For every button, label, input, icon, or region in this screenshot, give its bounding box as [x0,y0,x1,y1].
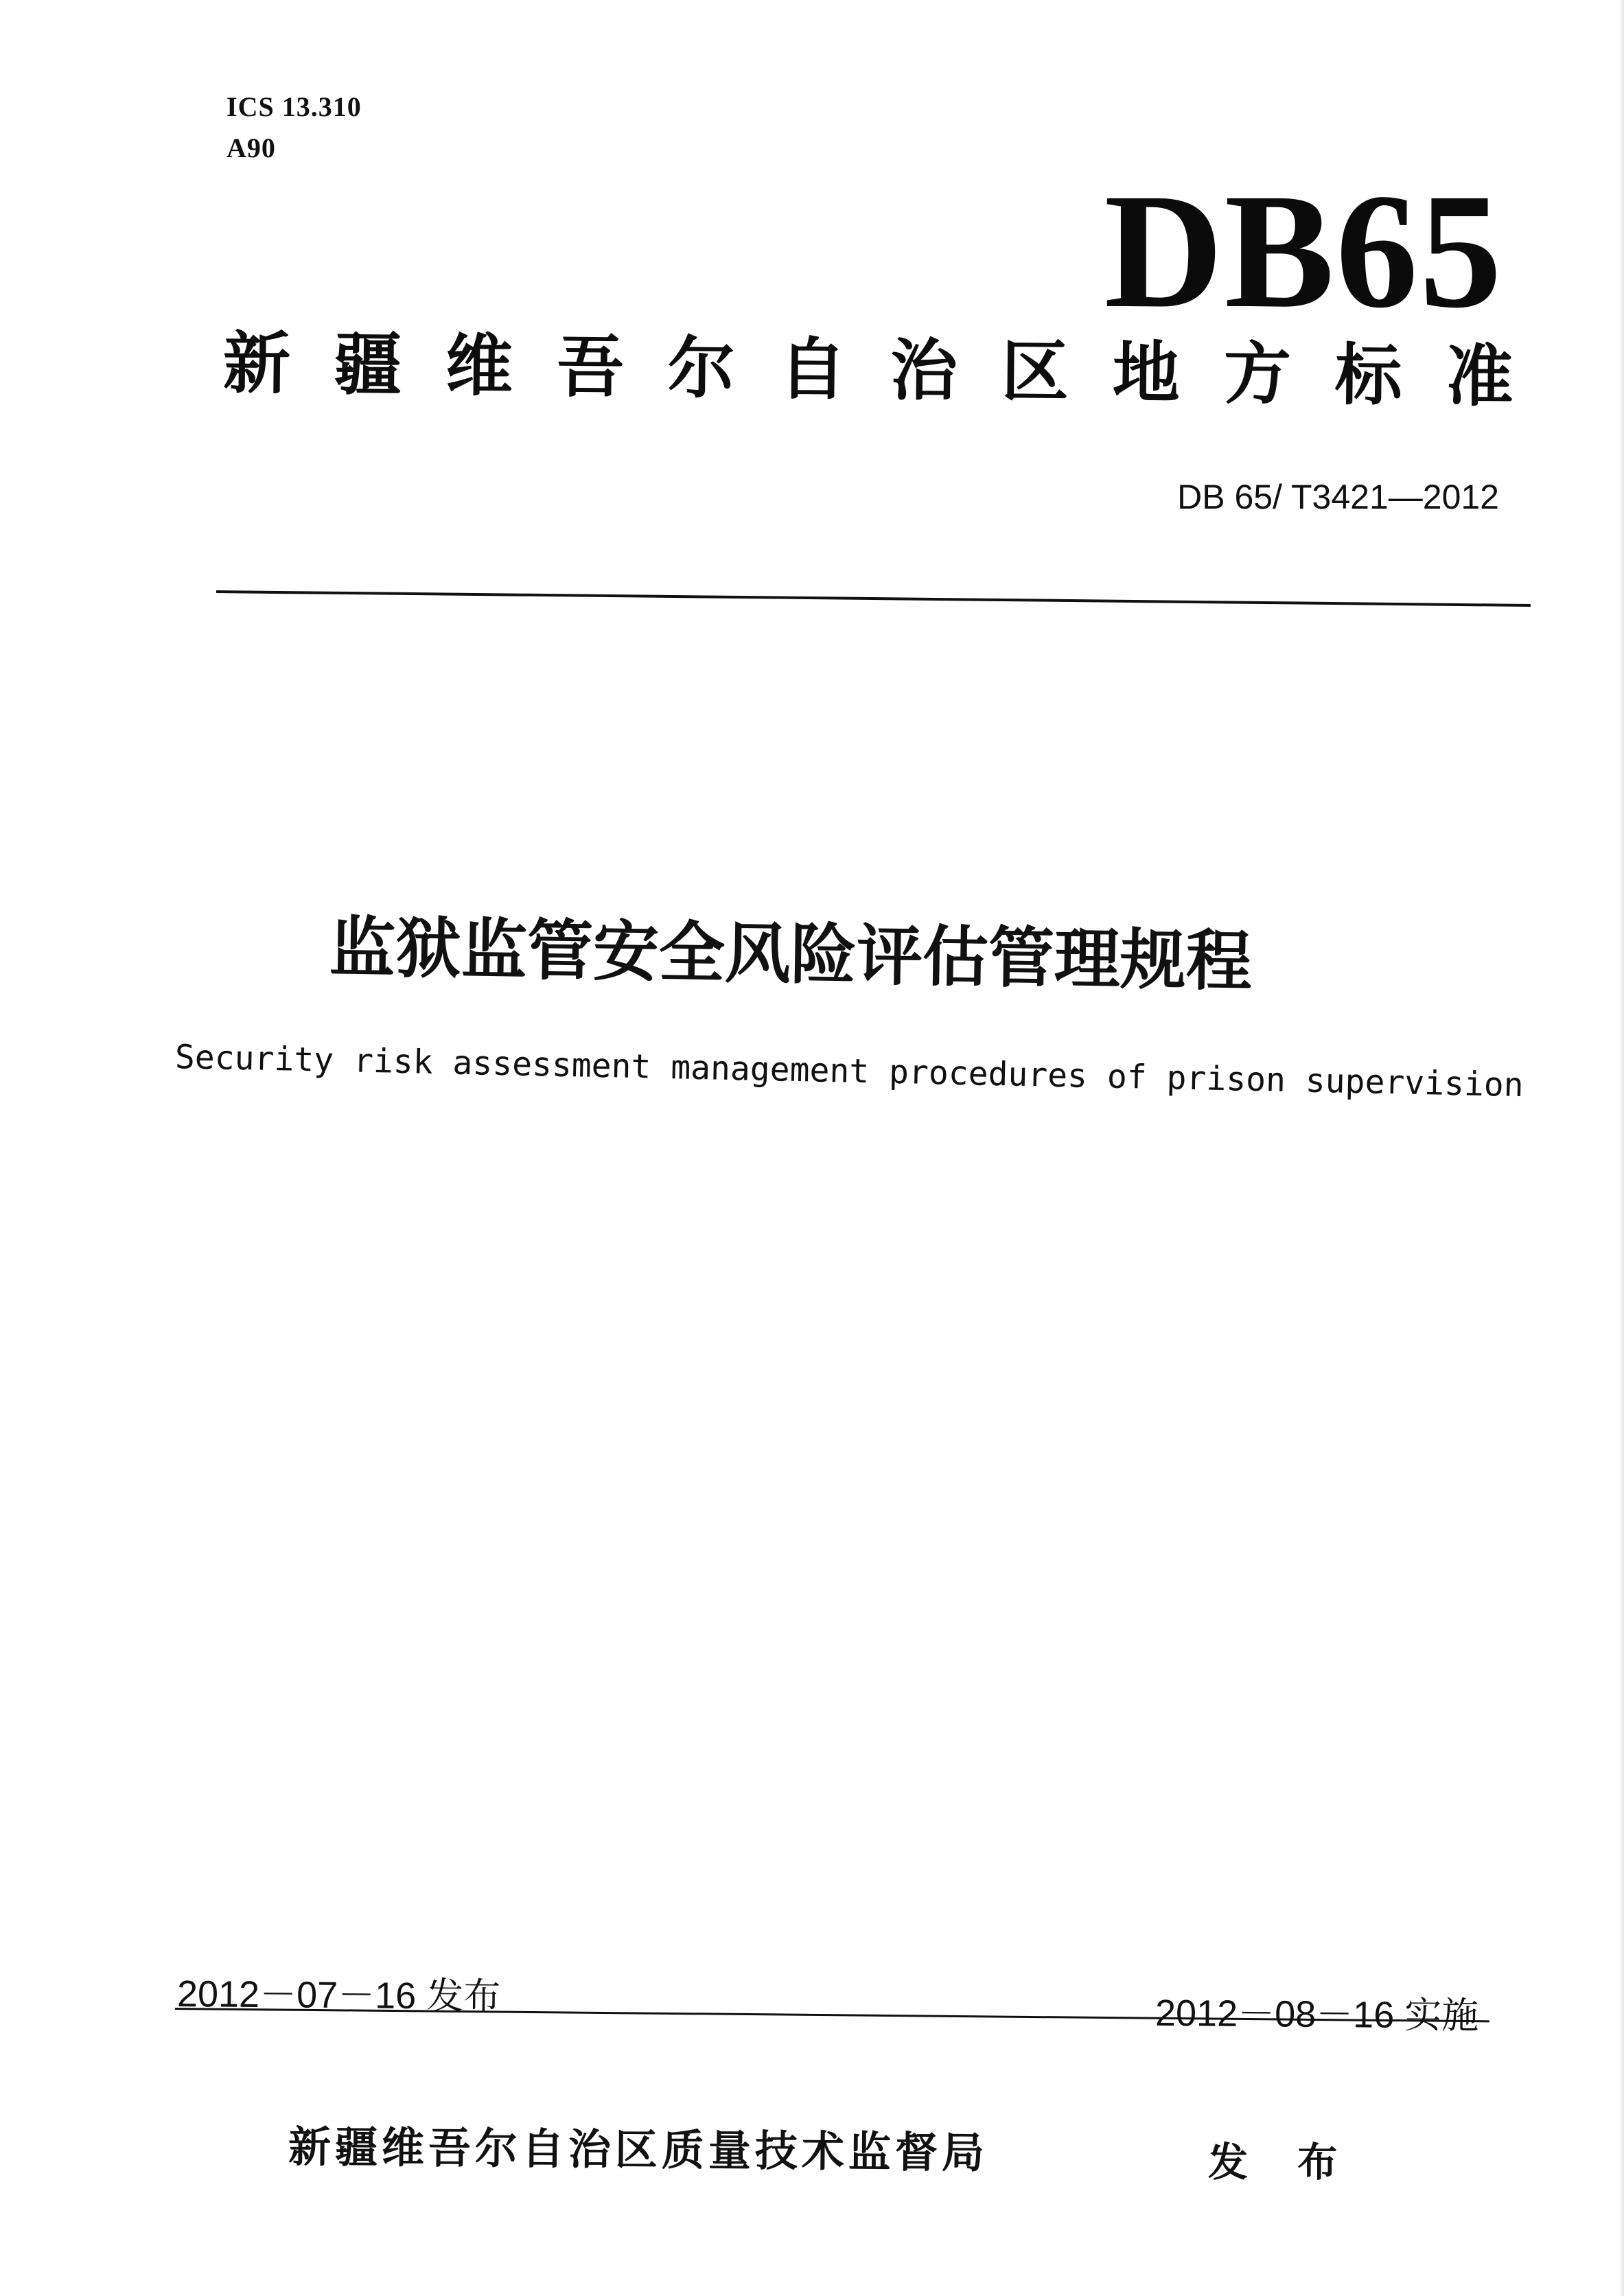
standard-type-char: 地 [1112,334,1181,413]
standard-type-char: 维 [445,327,513,406]
standard-type-char: 新 [222,325,291,404]
standard-type-char: 方 [1223,335,1292,415]
standard-type-char: 准 [1446,337,1514,417]
standard-type-char: 区 [1001,332,1069,412]
standard-type-char: 尔 [667,329,736,408]
standard-type-char: 标 [1334,336,1403,415]
standard-number: DB 65/ T3421—2012 [1177,478,1499,516]
document-title-english: Security risk assessment management procedures of prison supervision [174,1038,1524,1105]
document-title-chinese: 监狱监管安全风险评估管理规程 [329,909,1253,1001]
classification-code: A90 [227,132,276,163]
publishing-authority: 新疆维吾尔自治区质量技术监督局 [288,2122,989,2178]
standard-type-char: 治 [890,332,958,411]
header-divider [216,590,1531,607]
ics-code: ICS 13.310 [227,91,362,122]
standard-type-char: 吾 [556,328,625,408]
issue-date: 2012－07－16 发布 [176,1973,501,2018]
standard-type-heading [222,323,1513,419]
publish-label: 发 布 [1208,2139,1356,2185]
standard-type-char: 自 [778,330,847,410]
effective-date: 2012－08－16 实施 [1155,1992,1479,2037]
scan-edge [1620,0,1624,2296]
standard-type-char: 疆 [334,325,402,405]
standard-mark: DB65 [1104,159,1503,342]
